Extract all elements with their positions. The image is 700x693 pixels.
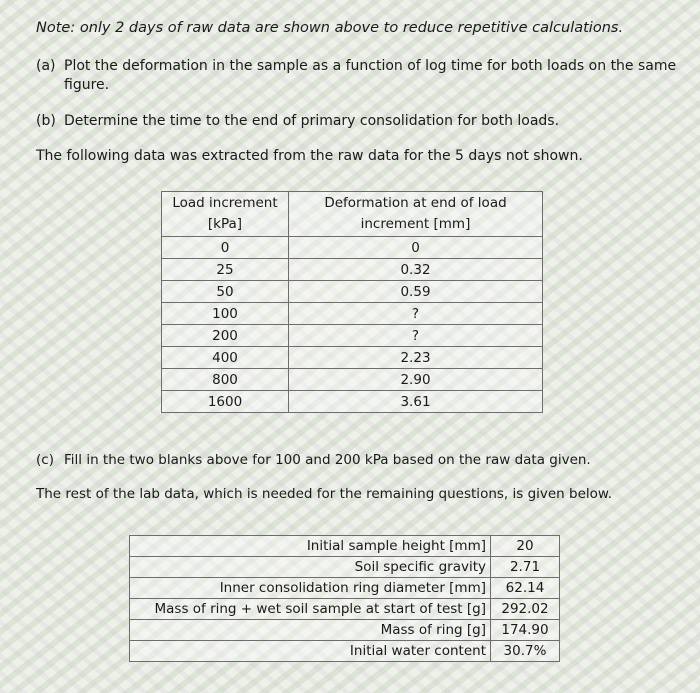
lab-value-cell: 62.14 — [491, 578, 560, 599]
load-cell: 400 — [162, 347, 289, 369]
question-a — [36, 57, 691, 95]
note-text: Note: only 2 days of raw data are shown above to reduce repetitive calculations. — [36, 20, 624, 36]
deformation-cell: ? — [289, 303, 543, 325]
deformation-cell: 0 — [289, 237, 543, 259]
load-cell: 50 — [162, 281, 289, 303]
lab-value-cell: 292.02 — [491, 599, 560, 620]
deformation-cell: 2.90 — [289, 369, 543, 391]
lab-value-cell: 20 — [491, 536, 560, 557]
question-c-text: Fill in the two blanks above for 100 and 200 kPa based on the raw data given. — [64, 452, 591, 468]
load-cell: 25 — [162, 259, 289, 281]
table-row — [162, 281, 543, 303]
load-cell: 0 — [162, 237, 289, 259]
lab-value-cell: 2.71 — [491, 557, 560, 578]
question-c — [36, 452, 591, 468]
deformation-cell: 0.32 — [289, 259, 543, 281]
question-b-letter: (b) — [36, 113, 56, 129]
load-cell: 100 — [162, 303, 289, 325]
lab-label-cell: Initial water content — [130, 641, 491, 662]
load-cell: 1600 — [162, 391, 289, 413]
table-row — [162, 303, 543, 325]
intro-text: The following data was extracted from the raw data for the 5 days not shown. — [36, 148, 583, 164]
table-row — [162, 369, 543, 391]
table-row — [162, 391, 543, 413]
lab-label-cell: Mass of ring + wet soil sample at start of test [g] — [130, 599, 491, 620]
table-row — [162, 259, 543, 281]
table-row — [162, 237, 543, 259]
lab-data-table — [129, 535, 560, 662]
table-row — [130, 641, 560, 662]
table-row — [130, 557, 560, 578]
rest-text: The rest of the lab data, which is needed for the remaining questions, is given below. — [36, 486, 613, 502]
lab-label-cell: Inner consolidation ring diameter [mm] — [130, 578, 491, 599]
question-a-letter: (a) — [36, 58, 56, 74]
deformation-cell: ? — [289, 325, 543, 347]
lab-label-cell: Soil specific gravity — [130, 557, 491, 578]
load-header: Load increment [kPa] — [162, 192, 289, 237]
question-b-text: Determine the time to the end of primary consolidation for both loads. — [64, 113, 560, 129]
load-cell: 200 — [162, 325, 289, 347]
lab-label-cell: Initial sample height [mm] — [130, 536, 491, 557]
table-row — [130, 620, 560, 641]
lab-value-cell: 30.7% — [491, 641, 560, 662]
lab-value-cell: 174.90 — [491, 620, 560, 641]
table-row — [162, 325, 543, 347]
table-row — [130, 599, 560, 620]
deformation-header: Deformation at end of load increment [mm] — [289, 192, 543, 237]
question-a-text: Plot the deformation in the sample as a function of log time for both loads on the same figure. — [64, 58, 677, 93]
table-row — [162, 347, 543, 369]
lab-label-cell: Mass of ring [g] — [130, 620, 491, 641]
deformation-cell: 3.61 — [289, 391, 543, 413]
deformation-cell: 2.23 — [289, 347, 543, 369]
table-header-row — [162, 192, 543, 237]
deformation-cell: 0.59 — [289, 281, 543, 303]
load-deformation-table — [161, 191, 543, 413]
question-c-letter: (c) — [36, 452, 54, 468]
load-cell: 800 — [162, 369, 289, 391]
table-row — [130, 578, 560, 599]
table-row — [130, 536, 560, 557]
question-b — [36, 113, 559, 129]
